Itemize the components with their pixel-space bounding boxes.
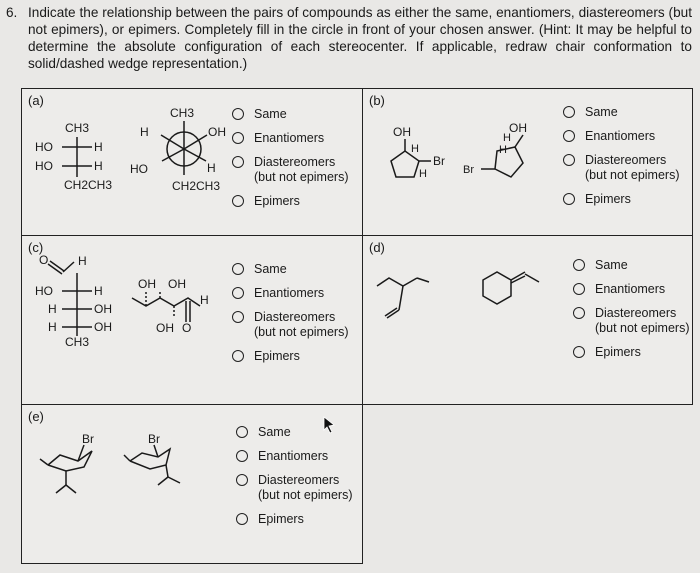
answer-grid	[21, 88, 693, 564]
option-same[interactable]: Same	[573, 258, 689, 273]
option-diastereomers[interactable]: Diastereomers (but not epimers)	[232, 155, 348, 185]
option-same[interactable]: Same	[236, 425, 352, 440]
fischer-c-r1-right: H	[94, 284, 103, 298]
fischer-a-r2-right: H	[94, 159, 103, 173]
e-left-br: Br	[82, 432, 94, 446]
option-diastereomers[interactable]: Diastereomers (but not epimers)	[573, 306, 689, 336]
radio-circle-icon[interactable]	[232, 311, 244, 323]
option-diastereomers[interactable]: Diastereomers (but not epimers)	[232, 310, 348, 340]
radio-circle-icon[interactable]	[232, 156, 244, 168]
newman-a-lower-right: H	[207, 161, 216, 175]
skeletal-structure-c	[132, 290, 200, 322]
fischer-a-top: CH3	[65, 121, 90, 135]
mouse-cursor-icon	[322, 416, 336, 434]
b-right-br: Br	[463, 164, 474, 176]
radio-circle-icon[interactable]	[236, 450, 248, 462]
option-same[interactable]: Same	[232, 262, 348, 277]
part-b-cell	[362, 88, 693, 236]
part-c-cell	[21, 235, 363, 405]
option-epimers[interactable]: Epimers	[573, 345, 689, 360]
radio-circle-icon[interactable]	[236, 426, 248, 438]
c-skeletal-oh2: OH	[168, 277, 186, 291]
part-d-cell	[362, 235, 693, 405]
chair-cyclohexane-right	[124, 445, 180, 485]
b-right-oh: OH	[509, 121, 527, 135]
question-text: Indicate the relationship between the pairs of compounds as either the same, enantiomers, diastereomers (but not epimers), or epimers. Completely fill in the circle in front of your chosen answer. (Hint: It may be helpful to determine the absolute configuration of each stereocenter. If applicable, redraw chair conformation to solid/dashed wedge representation.)	[28, 5, 692, 71]
c-skeletal-o: O	[182, 321, 192, 335]
option-epimers[interactable]: Epimers	[232, 194, 348, 209]
part-c-options	[232, 262, 348, 373]
part-e-options	[236, 425, 352, 536]
radio-circle-icon[interactable]	[232, 132, 244, 144]
cyclohexane-alkene-right	[483, 272, 539, 304]
part-e-cell	[21, 404, 363, 564]
c-skeletal-h: H	[200, 293, 209, 307]
option-enantiomers[interactable]: Enantiomers	[573, 282, 689, 297]
part-c-label: (c)	[28, 240, 44, 255]
radio-circle-icon[interactable]	[232, 108, 244, 120]
newman-a-upper-left: H	[140, 125, 149, 139]
c-skeletal-oh1: OH	[138, 277, 156, 291]
option-diastereomers[interactable]: Diastereomers (but not epimers)	[236, 473, 352, 503]
fischer-c-r3-right: OH	[94, 320, 112, 334]
part-a-cell	[21, 88, 363, 236]
fischer-a-bottom: CH2CH3	[64, 178, 113, 192]
b-left-h1: H	[411, 143, 419, 155]
radio-circle-icon[interactable]	[232, 263, 244, 275]
fischer-c-r2-right: OH	[94, 302, 112, 316]
fischer-c-o: O	[39, 253, 49, 267]
radio-circle-icon[interactable]	[573, 346, 585, 358]
fischer-projection-a	[62, 137, 92, 177]
radio-circle-icon[interactable]	[236, 474, 248, 486]
radio-circle-icon[interactable]	[236, 513, 248, 525]
b-left-br: Br	[433, 154, 445, 168]
radio-circle-icon[interactable]	[232, 287, 244, 299]
fischer-a-r1-right: H	[94, 140, 103, 154]
fischer-c-r1-left: HO	[35, 284, 53, 298]
part-a-options	[232, 107, 348, 218]
newman-a-lower-left: HO	[130, 162, 148, 176]
chair-cyclohexane-left	[40, 445, 92, 493]
question-number: 6.	[6, 5, 18, 20]
part-b-options	[563, 105, 679, 216]
radio-circle-icon[interactable]	[563, 193, 575, 205]
radio-circle-icon[interactable]	[232, 195, 244, 207]
option-epimers[interactable]: Epimers	[236, 512, 352, 527]
fischer-a-r2-left: HO	[35, 159, 53, 173]
cyclopentane-right	[481, 135, 523, 177]
radio-circle-icon[interactable]	[573, 259, 585, 271]
radio-circle-icon[interactable]	[563, 154, 575, 166]
option-epimers[interactable]: Epimers	[232, 349, 348, 364]
alkene-skeletal-left	[377, 278, 429, 318]
part-b-label: (b)	[369, 93, 385, 108]
part-a-label: (a)	[28, 93, 44, 108]
newman-projection-a	[161, 121, 207, 175]
b-right-h2: H	[499, 144, 507, 156]
option-enantiomers[interactable]: Enantiomers	[236, 449, 352, 464]
part-d-options	[573, 258, 689, 369]
fischer-a-r1-left: HO	[35, 140, 53, 154]
fischer-c-r3-left: H	[48, 320, 57, 334]
part-e-label: (e)	[28, 409, 44, 424]
b-left-oh: OH	[393, 125, 411, 139]
option-diastereomers[interactable]: Diastereomers (but not epimers)	[563, 153, 679, 183]
option-enantiomers[interactable]: Enantiomers	[232, 286, 348, 301]
newman-a-top: CH3	[170, 106, 195, 120]
b-right-h1: H	[503, 132, 511, 144]
radio-circle-icon[interactable]	[563, 106, 575, 118]
fischer-c-ald-h: H	[78, 254, 87, 268]
part-d-label: (d)	[369, 240, 385, 255]
newman-a-bottom: CH2CH3	[172, 179, 221, 193]
radio-circle-icon[interactable]	[232, 350, 244, 362]
radio-circle-icon[interactable]	[563, 130, 575, 142]
option-same[interactable]: Same	[232, 107, 348, 122]
c-skeletal-oh3: OH	[156, 321, 174, 335]
fischer-c-bottom: CH3	[65, 335, 90, 349]
option-same[interactable]: Same	[563, 105, 679, 120]
option-enantiomers[interactable]: Enantiomers	[232, 131, 348, 146]
b-left-h2: H	[419, 168, 427, 180]
fischer-c-r2-left: H	[48, 302, 57, 316]
newman-a-upper-right: OH	[208, 125, 226, 139]
e-right-br: Br	[148, 432, 160, 446]
option-epimers[interactable]: Epimers	[563, 192, 679, 207]
option-enantiomers[interactable]: Enantiomers	[563, 129, 679, 144]
radio-circle-icon[interactable]	[573, 283, 585, 295]
radio-circle-icon[interactable]	[573, 307, 585, 319]
